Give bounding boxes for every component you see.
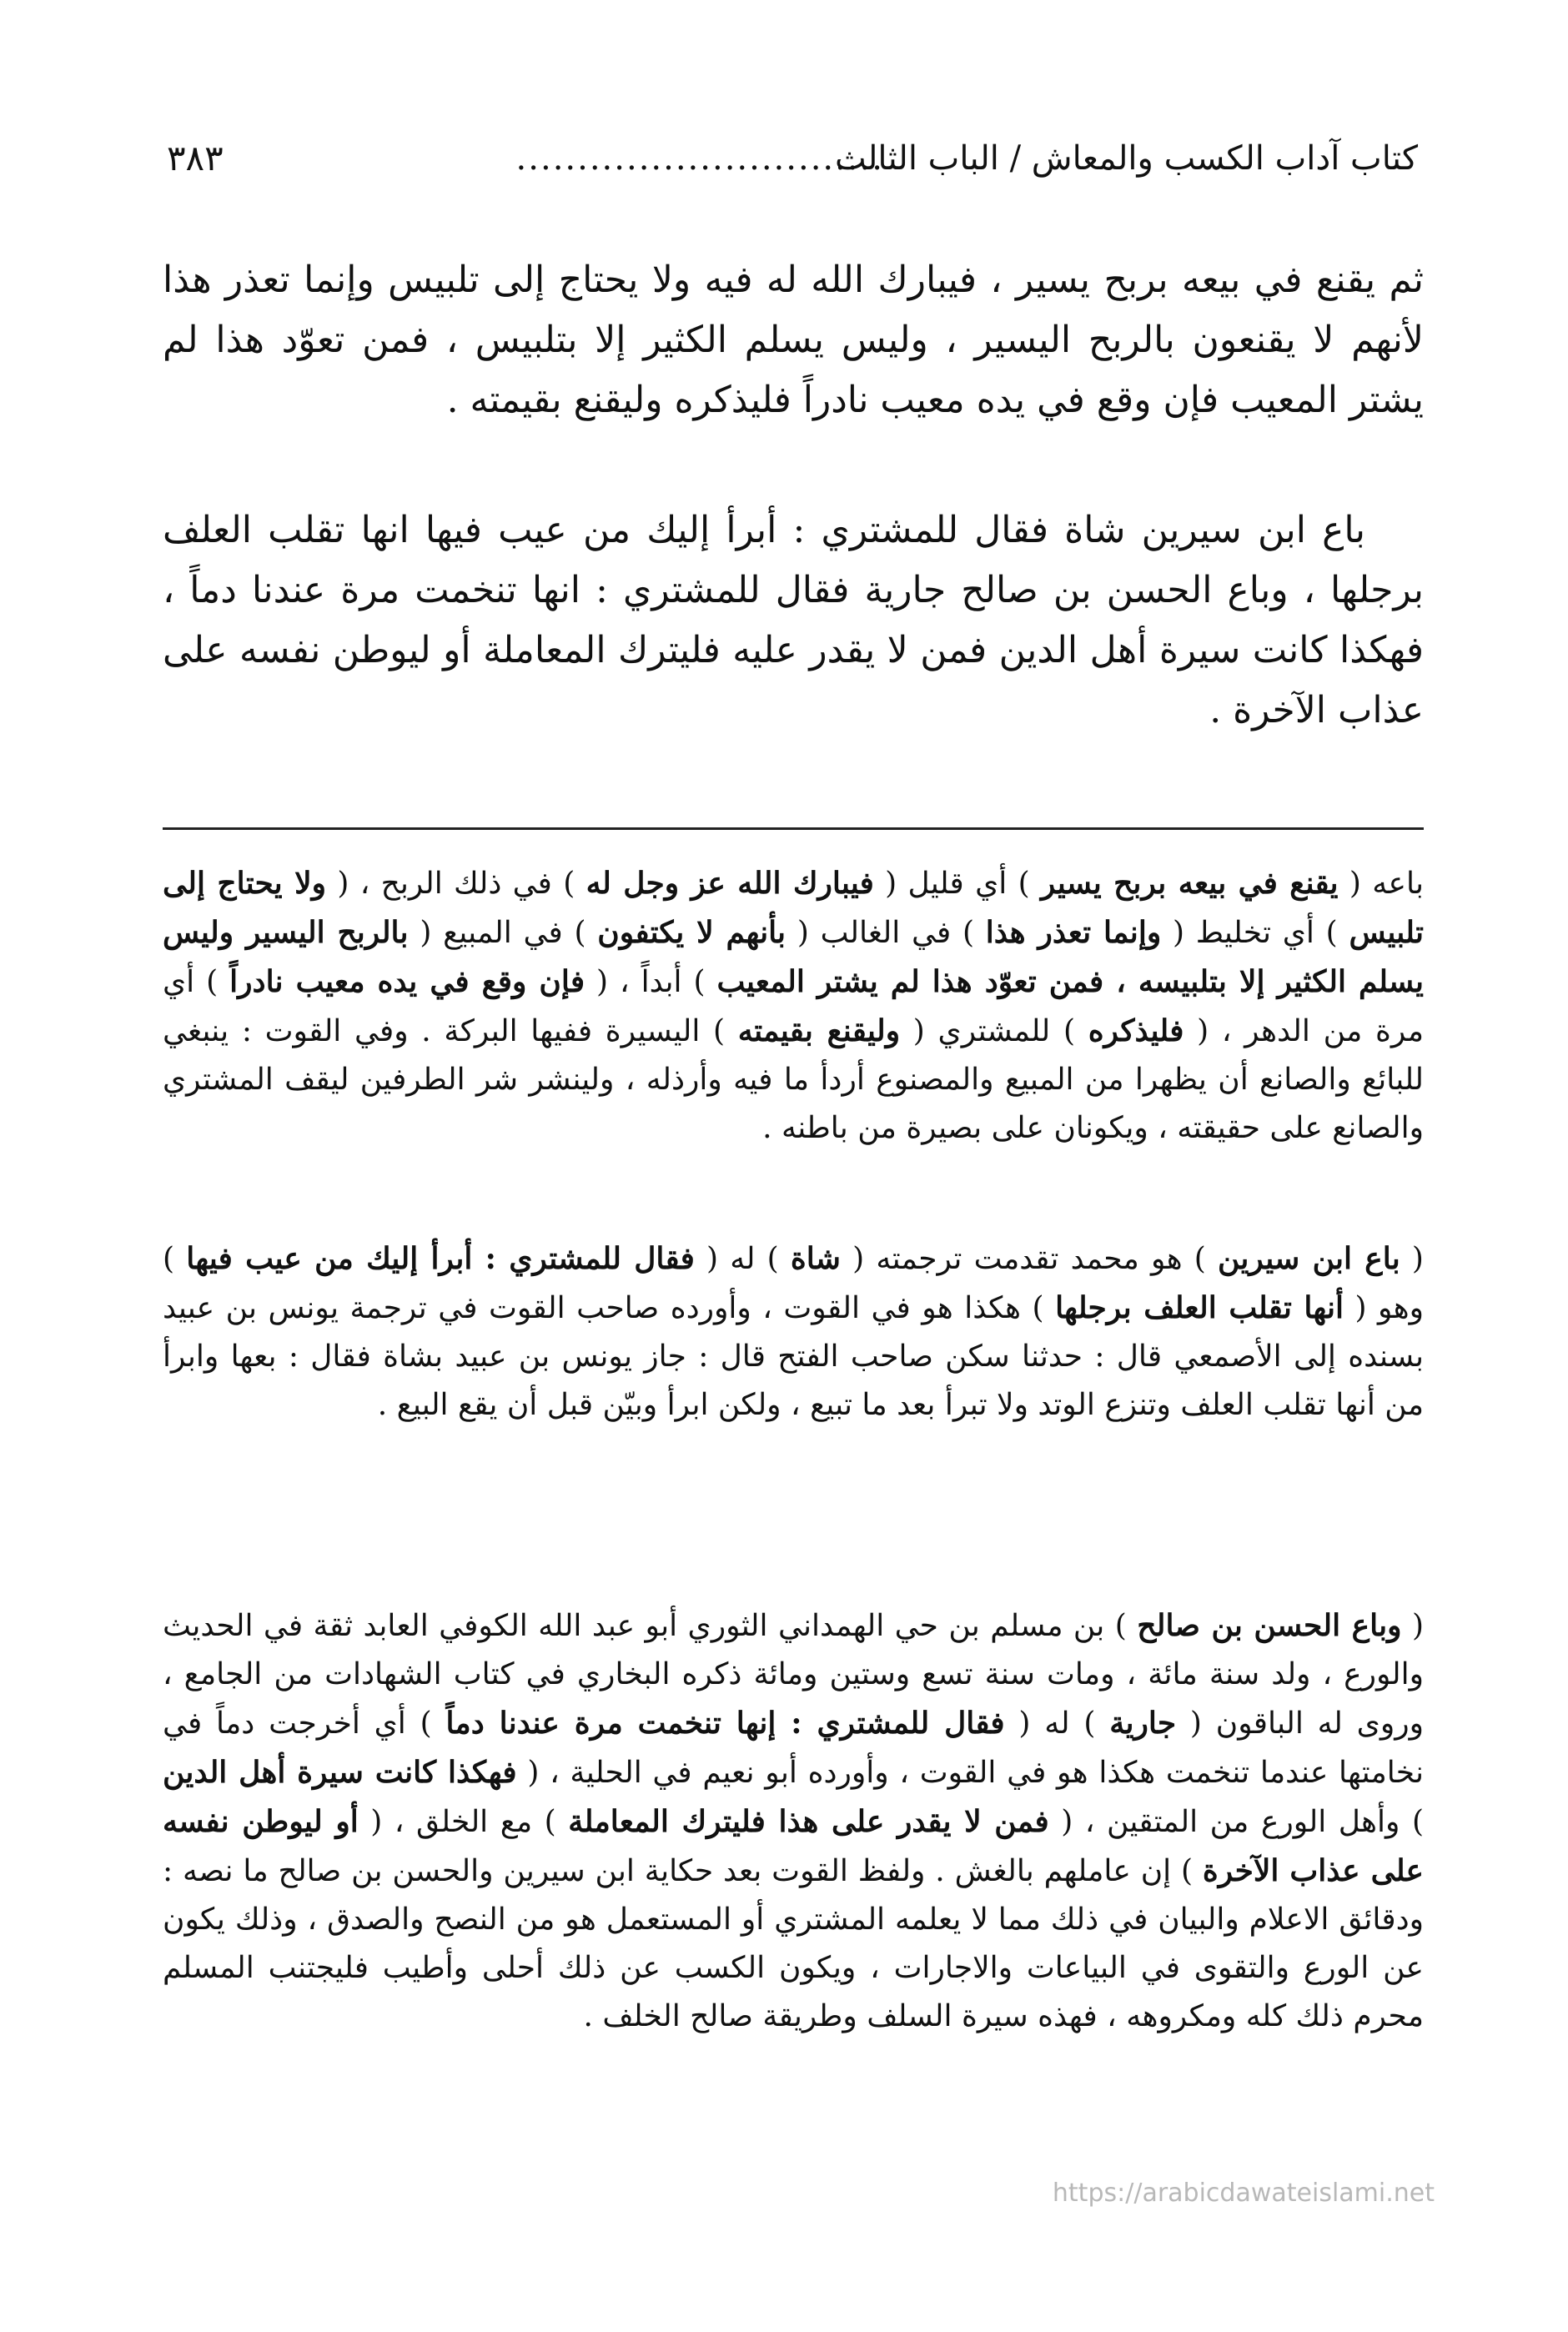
commentary-text: ) أي أخرجت دماً في نخامتها عندما تنخمت هكذا هو في القوت ، وأورده أبو نعيم في الحلية ، ( [163,1706,1424,1790]
commentary-text: ) اليسيرة ففيها البركة . وفي القوت : ينبغي للبائع والصانع أن يظهرا من المبيع والمصنوع أردأ ما فيه وأرذله ، ولينشر شر الطرفين ليقف المشتري والصانع على حقيقته ، ويكونان على بصيرة من باطنه . [163,1014,1424,1145]
quoted-matn-text: فهكذا كانت سيرة أهل الدين [163,1755,517,1790]
quoted-matn-text: ولا يحتاج إلى تلبيس [163,866,1424,950]
commentary-text: ( [1400,1242,1424,1276]
quoted-matn-text: فمن لا يقدر على هذا فليترك المعاملة [568,1804,1049,1839]
quoted-matn-text: باع ابن سيرين [1217,1241,1400,1276]
quoted-matn-text: يقنع في بيعه بربح يسير [1040,866,1339,901]
commentary-text: ) في ذلك الربح ، ( [326,867,586,901]
commentary-paragraph-2-text [163,1234,1424,1430]
quoted-matn-text: فيبارك الله عز وجل له [585,866,874,901]
main-paragraph-1 [163,250,1424,430]
commentary-text: ) هو محمد تقدمت ترجمته ( [840,1242,1218,1276]
commentary-paragraph-3-text [163,1601,1424,2041]
commentary-text: ) مع الخلق ، ( [358,1805,569,1839]
quoted-matn-text: فقال للمشتري : أبرأ إليك من عيب فيها [186,1241,695,1276]
running-header [167,133,1418,183]
commentary-text: ) له ( [1004,1706,1110,1741]
header-leader-dots: .............................. [515,139,884,178]
main-paragraph-1-text: ثم يقنع في بيعه بربح يسير ، فيبارك الله له فيه ولا يحتاج إلى تلبيس وإنما تعذر هذا لأنهم لا يقنعون بالربح اليسير ، وليس يسلم الكثير إلا بتلبيس ، فمن تعوّد هذا لم يشتر المعيب فإن وقع في يده معيب نادراً فليذكره وليقنع بقيمته . [163,259,1424,421]
quoted-matn-text: وإنما تعذر هذا [985,915,1162,950]
quoted-matn-text: وباع الحسن بن صالح [1137,1608,1402,1643]
commentary-text: ( [1401,1609,1424,1643]
quoted-matn-text: فإن وقع في يده معيب نادراً [229,964,585,999]
header-title: كتاب آداب الكسب والمعاش / الباب الثالث [834,139,1418,178]
commentary-text: ) هكذا هو في القوت ، وأورده صاحب القوت في ترجمة يونس بن عبيد بسنده إلى الأصمعي قال : حدثنا سكن صاحب الفتح قال : جاز يونس بن عبيد بشاة فقال : بعها وابرأ من أنها تقلب العلف وتنزع الوتد ولا تبرأ بعد ما تبيع ، ولكن ابرأ وبيّن قبل أن يقع البيع . [163,1291,1424,1422]
commentary-text: ) وهو ( [163,1242,1424,1325]
source-watermark: https://arabicdawateislami.net [1052,2179,1435,2208]
commentary-text: ) في المبيع ( [408,916,598,950]
commentary-text: ) للمشتري ( [900,1014,1088,1048]
quoted-matn-text: بأنهم لا يكتفون [597,915,787,950]
main-paragraph-2 [163,500,1424,741]
commentary-text: ) أي مرة من الدهر ، ( [163,965,1424,1048]
main-paragraph-2-text: باع ابن سيرين شاة فقال للمشتري : أبرأ إليك من عيب فيها انها تقلب العلف برجلها ، وباع الحسن بن صالح جارية فقال للمشتري : انها تنخمت مرة عندنا دماً ، فهكذا كانت سيرة أهل الدين فمن لا يقدر عليه فليترك المعاملة أو ليوطن نفسه على عذاب الآخرة . [163,509,1424,731]
quoted-matn-text: بالربح اليسير وليس يسلم الكثير إلا بتلبيسه ، فمن تعوّد هذا لم يشتر المعيب [163,915,1425,999]
commentary-text: ) له ( [694,1242,791,1276]
quoted-matn-text: فليذكره [1088,1013,1184,1048]
commentary-text: ) أي قليل ( [873,867,1041,901]
commentary-paragraph-3 [163,1601,1424,2041]
quoted-matn-text: فقال للمشتري : إنها تنخمت مرة عندنا دماً [445,1706,1005,1741]
commentary-paragraph-1 [163,859,1424,1153]
page-number: ٣٨٣ [167,138,224,178]
quoted-matn-text: أو ليوطن نفسه على عذاب الآخرة [163,1804,1424,1888]
footnote-divider [163,827,1424,830]
commentary-text: ) أي تخليط ( [1161,916,1349,950]
commentary-text: باعه ( [1338,867,1424,901]
commentary-text: ) في الغالب ( [786,916,986,950]
quoted-matn-text: جارية [1109,1706,1177,1741]
quoted-matn-text: شاة [790,1241,841,1276]
commentary-text: ) إن عاملهم بالغش . ولفظ القوت بعد حكاية ابن سيرين والحسن بن صالح ما نصه : ودقائق الاعلام والبيان في ذلك مما لا يعلمه المشتري أو المستعمل هو من النصح والصدق ، وذلك يكون عن الورع والتقوى في البياعات والاجارات ، ويكون الكسب عن ذلك أحلى وأطيب فليجتنب المسلم محرم ذلك كله ومكروهه ، فهذه سيرة السلف وطريقة صالح الخلف . [163,1854,1424,2033]
commentary-paragraph-1-text [163,859,1424,1153]
commentary-text: ) وأهل الورع من المتقين ، ( [1048,1805,1425,1839]
commentary-text: ) بن مسلم بن حي الهمداني الثوري أبو عبد الله الكوفي العابد ثقة في الحديث والورع ، ولد سنة مائة ، ومات سنة تسع وستين ومائة ذكره البخاري في كتاب الشهادات من الجامع ، وروى له الباقون ( [163,1609,1425,1741]
quoted-matn-text: وليقنع بقيمته [737,1013,901,1048]
quoted-matn-text: أنها تقلب العلف برجلها [1055,1290,1344,1325]
commentary-paragraph-2 [163,1234,1424,1430]
commentary-text: ) أبداً ، ( [585,965,717,999]
